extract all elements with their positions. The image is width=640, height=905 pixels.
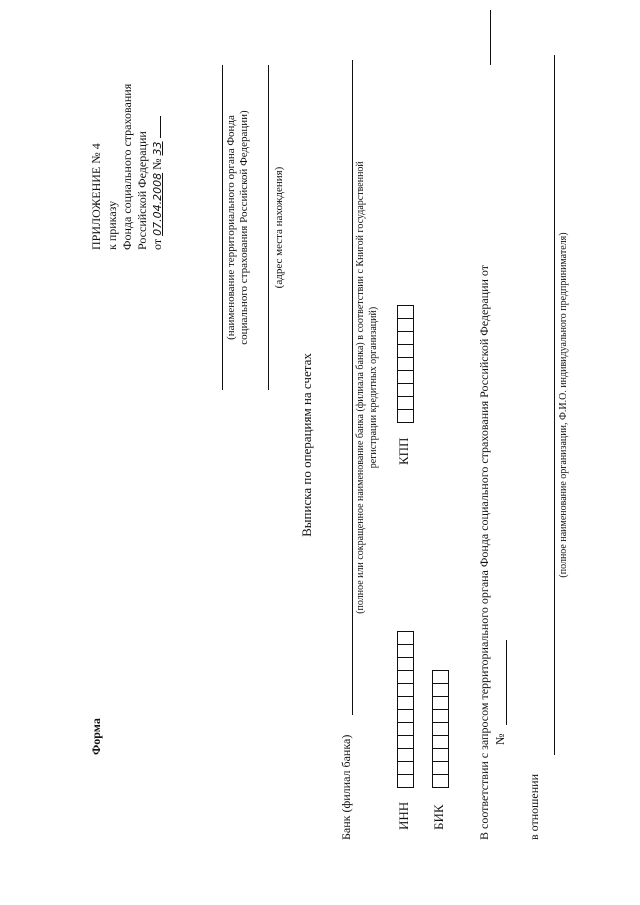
appendix-line1: к приказу [105,200,119,250]
kpp-digit-box[interactable] [397,396,414,410]
address-line[interactable] [268,65,269,390]
kpp-digit-box[interactable] [397,331,414,345]
territorial-caption-1: (наименование территориального органа Фонда [225,115,237,340]
address-caption: (адрес места нахождения) [273,166,285,289]
bik-digit-box[interactable] [432,761,449,775]
inn-digit-box[interactable] [397,644,414,658]
request-number-label: № [493,733,507,745]
form-label: Форма [89,718,103,755]
organization-name-line[interactable] [554,55,555,755]
inn-digit-box[interactable] [397,631,414,645]
inn-digit-box[interactable] [397,657,414,671]
bik-input-boxes[interactable] [432,671,449,788]
bik-digit-box[interactable] [432,683,449,697]
kpp-digit-box[interactable] [397,318,414,332]
kpp-label: КПП [396,437,411,465]
inn-digit-box[interactable] [397,683,414,697]
inn-digit-box[interactable] [397,709,414,723]
kpp-digit-box[interactable] [397,344,414,358]
kpp-digit-box[interactable] [397,409,414,423]
request-number-line[interactable] [506,640,507,725]
bank-label: Банк (филиал банка) [339,734,353,840]
inn-digit-box[interactable] [397,696,414,710]
bik-digit-box[interactable] [432,748,449,762]
inn-digit-box[interactable] [397,735,414,749]
inn-digit-box[interactable] [397,722,414,736]
inn-digit-box[interactable] [397,761,414,775]
number-value: 33 [151,141,164,156]
organization-caption: (полное наименование организации, Ф.И.О. индивидуального предпринимателя) [558,232,569,578]
appendix-line2: Фонда социального страхования [120,83,134,250]
request-text: В соответствии с запросом территориального органа Фонда социального страхования Российской Федерации от [477,264,491,840]
kpp-digit-box[interactable] [397,357,414,371]
regarding-label: в отношении [527,773,541,840]
inn-digit-box[interactable] [397,748,414,762]
bank-name-line[interactable] [352,60,353,715]
appendix-date-row [151,116,165,250]
kpp-digit-box[interactable] [397,370,414,384]
number-prefix: № [150,158,164,170]
appendix-line3: Российской Федерации [135,131,149,250]
bik-label: БИК [431,804,446,830]
kpp-input-boxes[interactable] [397,306,414,423]
appendix-title: ПРИЛОЖЕНИЕ № 4 [89,143,103,250]
territorial-caption-2: социального страхования Российской Федерации) [238,110,250,345]
inn-label: ИНН [396,801,411,830]
kpp-digit-box[interactable] [397,383,414,397]
bik-digit-box[interactable] [432,709,449,723]
date-value: 07.04.2008 [151,172,164,236]
inn-digit-box[interactable] [397,774,414,788]
bik-digit-box[interactable] [432,735,449,749]
territorial-organ-line[interactable] [222,65,223,390]
kpp-digit-box[interactable] [397,305,414,319]
date-prefix: от [150,238,164,250]
bank-caption-2: регистрации кредитных организаций) [368,306,379,469]
document-title: Выписка по операциям на счетах [299,353,314,537]
bik-digit-box[interactable] [432,722,449,736]
bank-caption-1: (полное или сокращенное наименование банка (филиала банка) в соответствии с Книгой государственной [355,161,366,614]
bik-digit-box[interactable] [432,670,449,684]
request-date-line[interactable] [490,10,491,65]
bik-digit-box[interactable] [432,696,449,710]
inn-input-boxes[interactable] [397,632,414,788]
bik-digit-box[interactable] [432,774,449,788]
inn-digit-box[interactable] [397,670,414,684]
